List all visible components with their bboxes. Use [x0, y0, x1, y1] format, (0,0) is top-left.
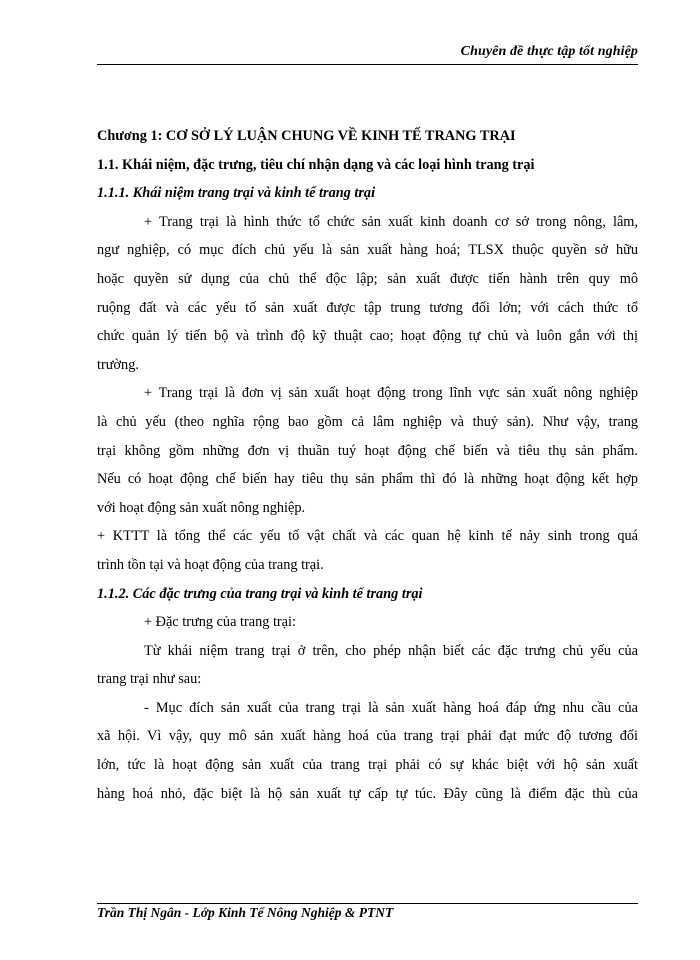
paragraph-1 — [97, 208, 638, 380]
paragraph-line: trại không gồm những đơn vị thuần tuý hoạt động chế biến và tiêu thụ sản phẩm. — [97, 442, 638, 459]
paragraph-line: trình tồn tại và hoạt động của trang trại. — [97, 556, 324, 573]
paragraph-line: hoặc quyền sử dụng của chủ thể độc lập; sản xuất được tiến hành trên quy mô — [97, 270, 638, 287]
paragraph-line: ruộng đất và các yếu tố sản xuất được tập trung tương đối lớn; với cách thức tổ — [97, 299, 638, 316]
paragraph-6 — [97, 694, 638, 808]
section-heading-1-1: 1.1. Khái niệm, đặc trưng, tiêu chí nhận dạng và các loại hình trang trại — [97, 156, 535, 173]
footer-rule — [97, 903, 638, 904]
paragraph-line: ngư nghiệp, có mục đích chủ yếu là sản xuất hàng hoá; TLSX thuộc quyền sở hữu — [97, 242, 638, 259]
section-heading-1-1-1: 1.1.1. Khái niệm trang trại và kinh tế trang trại — [97, 185, 376, 202]
paragraph-line: + Trang trại là hình thức tổ chức sản xuất kinh doanh cơ sở trong nông, lâm, — [144, 213, 638, 230]
paragraph-line: hàng hoá nhỏ, đặc biệt là hộ sản xuất tự cấp tự túc. Đây cũng là điểm đặc thù của — [97, 785, 638, 802]
paragraph-3 — [97, 522, 638, 579]
paragraph-line: xã hội. Vì vậy, quy mô sản xuất hàng hoá của trang trại phải đạt mức độ tương đối — [97, 728, 638, 745]
chapter-title: Chương 1: CƠ SỞ LÝ LUẬN CHUNG VỀ KINH TẾ TRANG TRẠI — [97, 128, 516, 144]
paragraph-line: Từ khái niệm trang trại ở trên, cho phép nhận biết các đặc trưng chủ yếu của — [144, 642, 638, 659]
paragraph-5 — [97, 637, 638, 694]
paragraph-line: trường. — [97, 356, 139, 373]
paragraph-line: + Trang trại là đơn vị sản xuất hoạt động trong lĩnh vực sản xuất nông nghiệp — [144, 385, 638, 402]
section-heading-1-1-2: 1.1.2. Các đặc trưng của trang trại và kinh tế trang trại — [97, 585, 423, 602]
header-rule — [97, 64, 638, 65]
running-footer: Trần Thị Ngân - Lớp Kinh Tế Nông Nghiệp & PTNT — [97, 905, 394, 920]
paragraph-line: là chủ yếu (theo nghĩa rộng bao gồm cả lâm nghiệp và thuỷ sản). Như vậy, trang — [97, 413, 638, 430]
paragraph-2 — [97, 379, 638, 522]
paragraph-line: trang trại như sau: — [97, 671, 202, 688]
paragraph-line: Nếu có hoạt động chế biến hay tiêu thụ sản phẩm thì đó là những hoạt động kết hợp — [97, 471, 638, 488]
running-header: Chuyên đề thực tập tốt nghiệp — [460, 44, 638, 59]
paragraph-line: lớn, tức là hoạt động sản xuất của trang trại phải có sự khác biệt với hộ sản xuất — [97, 757, 638, 774]
page-content — [97, 122, 638, 808]
paragraph-line: - Mục đích sản xuất của trang trại là sản xuất hàng hoá đáp ứng nhu cầu của — [144, 699, 638, 716]
paragraph-line: với hoạt động sản xuất nông nghiệp. — [97, 499, 306, 516]
paragraph-line: + KTTT là tổng thể các yếu tố vật chất và các quan hệ kinh tế nảy sinh trong quá — [97, 528, 638, 545]
paragraph-4: + Đặc trưng của trang trại: — [144, 614, 296, 631]
paragraph-line: chức quản lý tiến bộ và trình độ kỹ thuật cao; hoạt động tự chủ và luôn gắn với thị — [97, 328, 638, 345]
